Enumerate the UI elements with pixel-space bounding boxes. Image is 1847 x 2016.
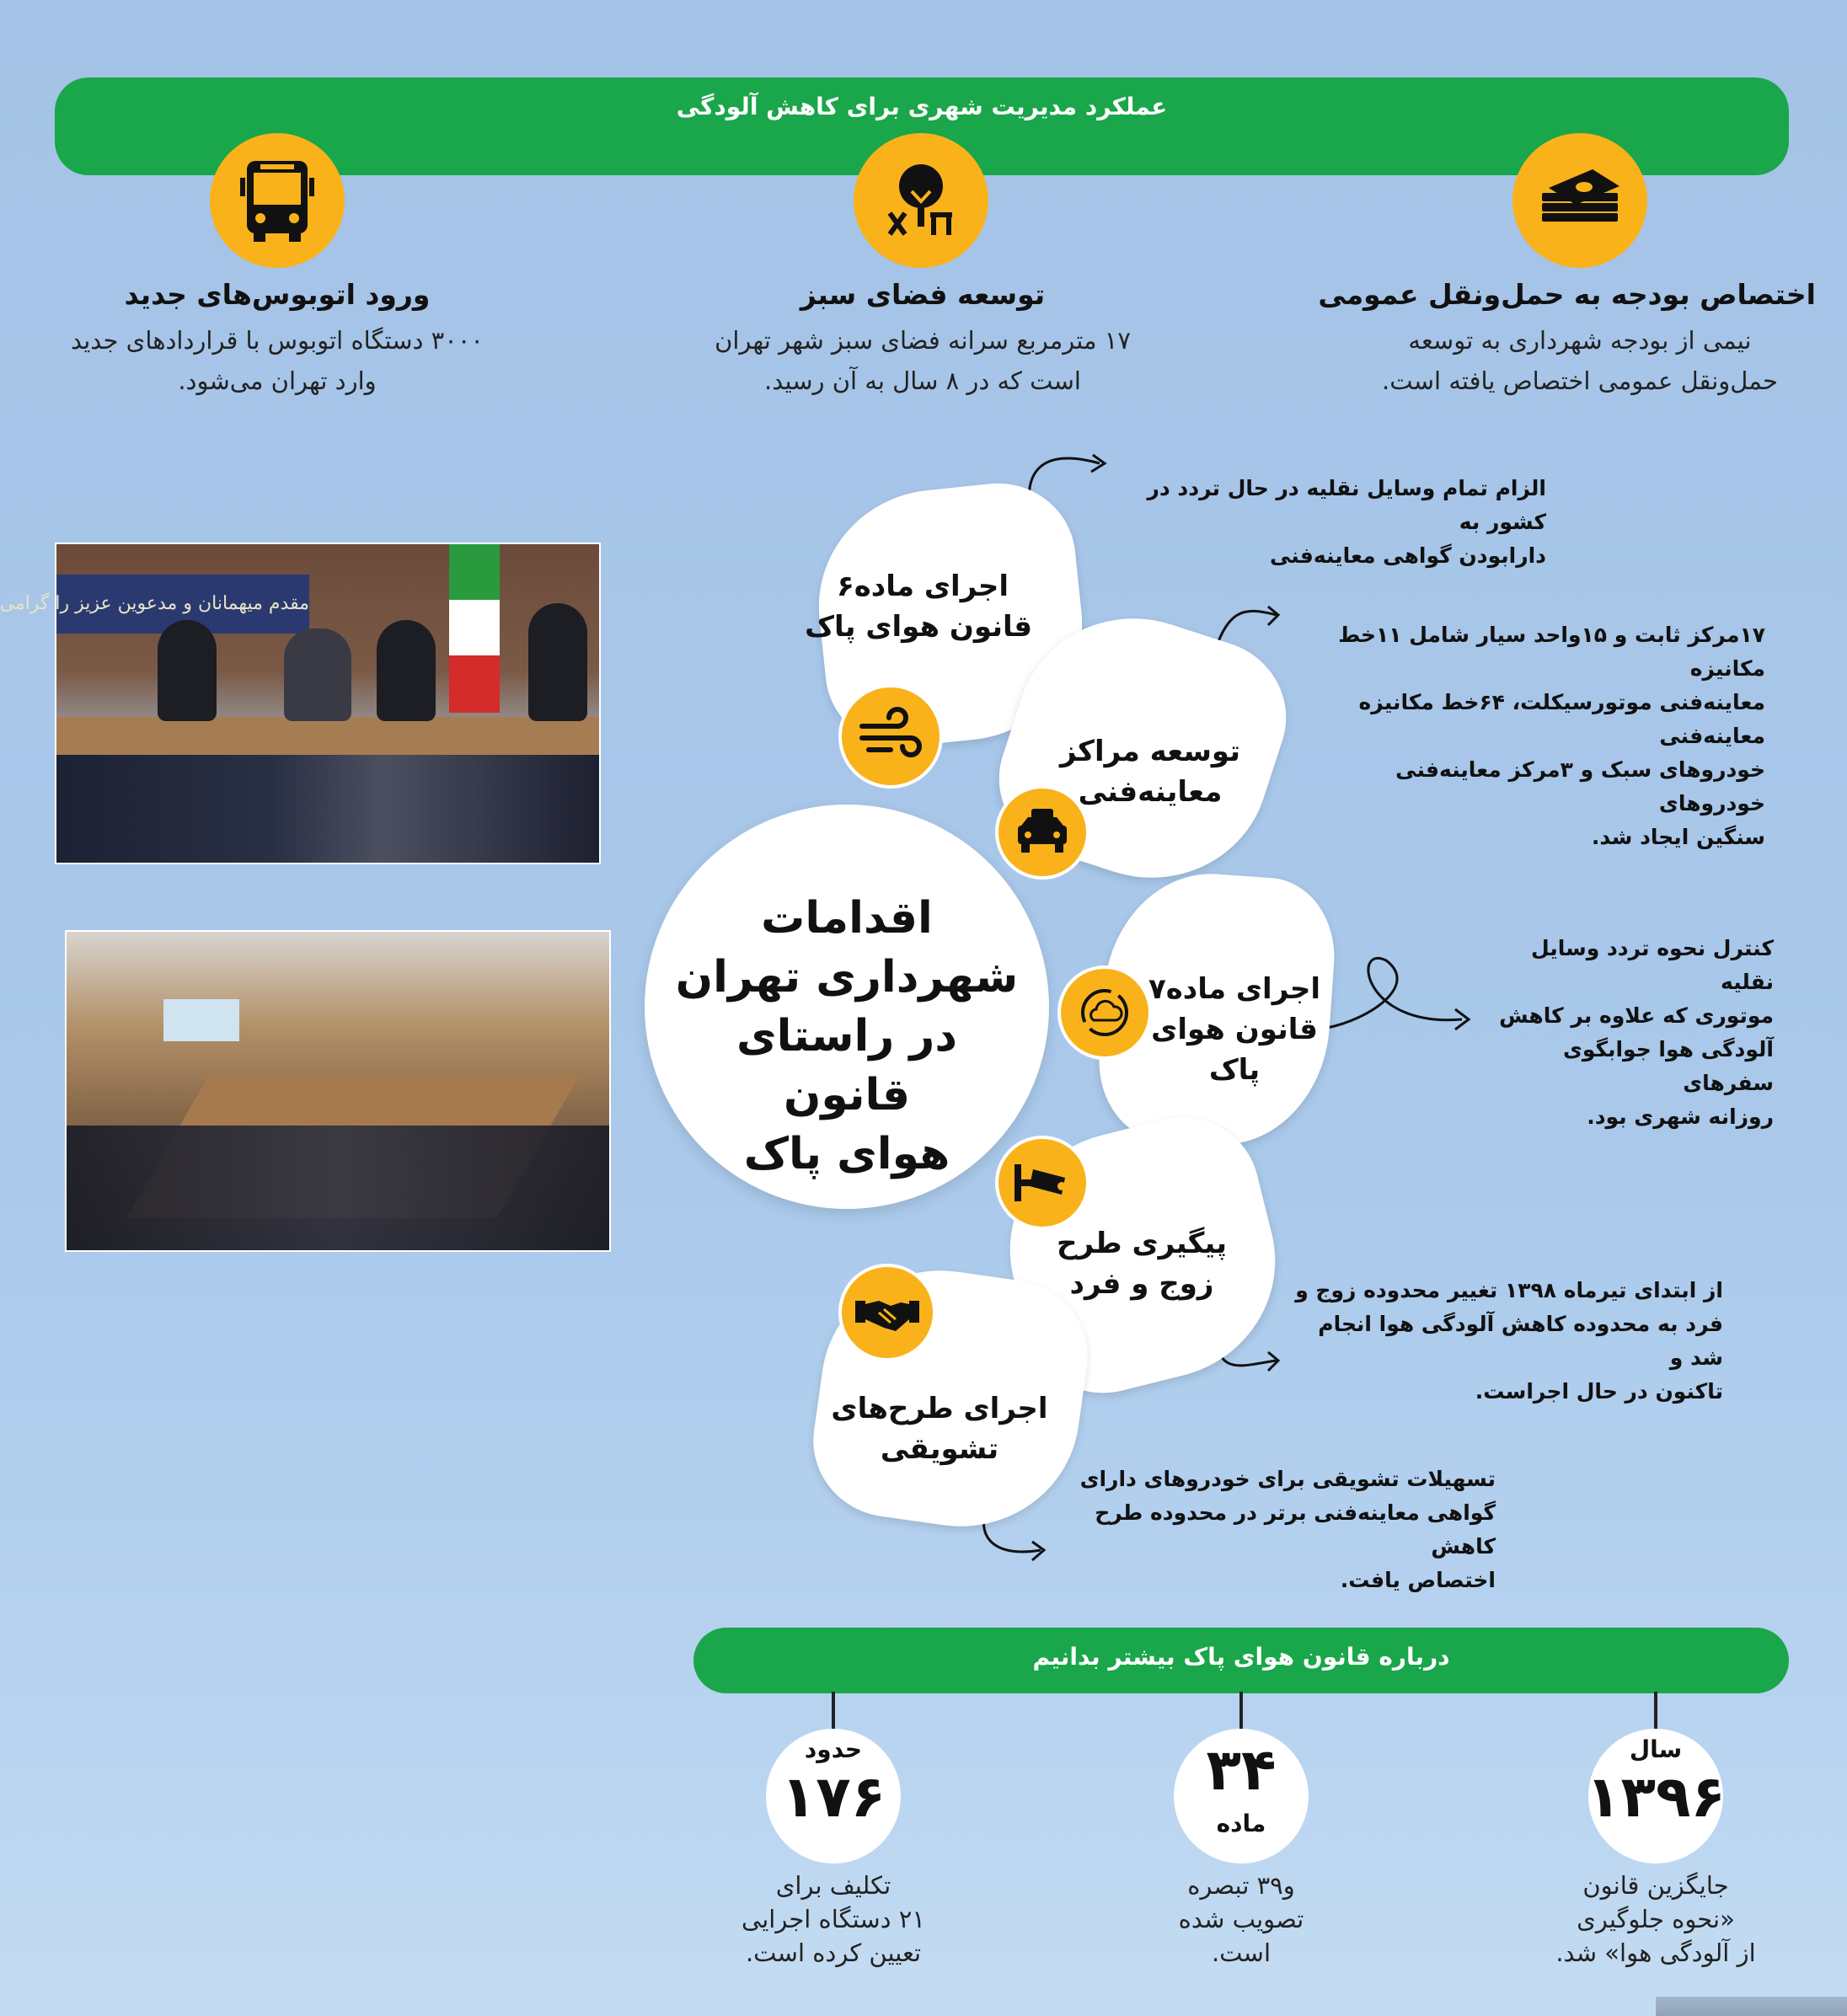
feature-text-green-space: ۱۷ مترمربع سرانه فضای سبز شهر تهران است که در ۸ سال به آن رسید.: [715, 326, 1131, 395]
stat-articles-text: و۳۹ تبصره تصویب شده است.: [1178, 1871, 1304, 1967]
cloud-cycle-icon: [1057, 965, 1152, 1060]
meeting-banner: مقدم میهمانان و مدعوین عزیز را گرامی: [56, 575, 309, 634]
stat-articles-bottom: ماده: [1216, 1810, 1266, 1837]
petal-label-odd-even: پیگیری طرح زوج و فرد: [1056, 1227, 1228, 1301]
stat-stem-articles: [1239, 1692, 1243, 1732]
stat-stem-year: [1654, 1692, 1657, 1732]
footer-banner: [693, 1628, 1789, 1693]
stat-year-big: ۱۳۹۶: [1585, 1764, 1726, 1831]
note-incentives: تسهیلات تشویقی برای خودروهای دارای گواهی معاینه‌فنی برتر در محدوده طرح کاهش اختصاص یافت.: [1079, 1467, 1496, 1592]
petal-label-article7: اجرای ماده۷ قانون هوای پاک: [1148, 972, 1321, 1087]
note-odd-even: از ابتدای تیرماه ۱۳۹۸ تغییر محدوده زوج و فرد به محدوده کاهش آلودگی هوا انجام شد و تاکنون در حال اجراست.: [1295, 1278, 1723, 1404]
stat-year-text: جایگزین قانون «نحوه جلوگیری از آلودگی هوا» شد.: [1555, 1871, 1756, 1967]
car-inspection-icon: [995, 785, 1089, 880]
center-title: اقدامات شهرداری تهران در راستای قانون هوای پاک: [675, 893, 1019, 1179]
feature-title-budget: اختصاص بودجه به حمل‌ونقل عمومی: [1318, 278, 1816, 311]
header-title: عملکرد مدیریت شهری برای کاهش آلودگی: [676, 93, 1168, 120]
petal-label-article6: اجرای ماده۶ قانون هوای پاک: [805, 570, 1032, 644]
stat-year-top: سال: [1629, 1735, 1683, 1763]
stat-stem-duties: [832, 1692, 835, 1732]
feature-text-buses: ۳۰۰۰ دستگاه اتوبوس با قراردادهای جدید وارد تهران می‌شود.: [71, 326, 484, 395]
wind-icon: [838, 684, 943, 789]
stat-articles-big: ۳۴: [1206, 1737, 1277, 1804]
handshake-icon: [838, 1264, 936, 1361]
city-skyline: [1656, 1997, 1847, 2016]
note-inspection: ۱۷مرکز ثابت و ۱۵واحد سیار شامل ۱۱خط مکانیزه معاینه‌فنی موتورسیکلت، ۶۴خط مکانیزه معاینه‌فنی خودروهای سبک و ۳مرکز معاینه‌فنی خودروهای سنگین ایجاد شد.: [1338, 623, 1765, 849]
note-article7: کنترل نحوه تردد وسایل نقلیه موتوری که علاوه بر کاهش آلودگی هوا جوابگوی سفرهای روزانه شهری بود.: [1499, 936, 1774, 1129]
footer-title: درباره قانون هوای پاک بیشتر بدانیم: [1032, 1643, 1450, 1671]
petal-label-incentives: اجرای طرح‌های تشویقی: [831, 1392, 1048, 1466]
stat-duties-big: ۱۷۶: [780, 1764, 886, 1831]
petal-label-inspection: توسعه مراکز معاینه‌فنی: [1060, 735, 1240, 809]
feature-text-budget: نیمی از بودجه شهرداری به توسعه حمل‌ونقل عمومی اختصاص یافته است.: [1382, 326, 1778, 395]
note-article6: الزام تمام وسایل نقلیه در حال تردد در کشور به دارابودن گواهی معاینه‌فنی: [1147, 476, 1546, 568]
stat-duties-top: حدود: [804, 1735, 863, 1763]
stat-duties-text: تکلیف برای ۲۱ دستگاه اجرایی تعیین کرده است.: [741, 1871, 925, 1967]
traffic-camera-icon: [995, 1136, 1089, 1230]
feature-title-green-space: توسعه فضای سبز: [800, 278, 1046, 311]
feature-title-buses: ورود اتوبوس‌های جدید: [124, 278, 431, 311]
